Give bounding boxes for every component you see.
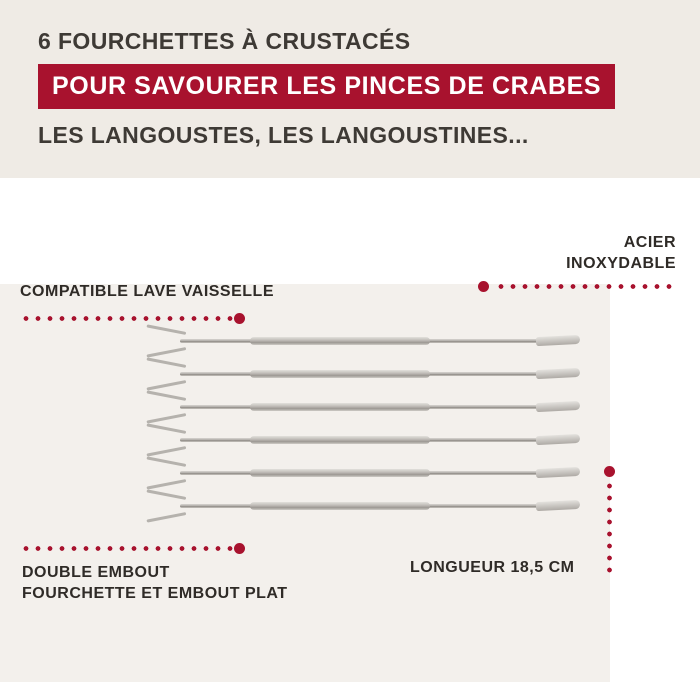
fork-item [140, 361, 580, 387]
callout-longueur-line-1: LONGUEUR 18,5 CM [410, 559, 575, 576]
header-line-1: 6 FOURCHETTES À CRUSTACÉS [38, 28, 411, 54]
fork-flat-end [536, 500, 580, 511]
fork-grip [250, 469, 430, 477]
callout-longueur-leader-line [607, 480, 612, 575]
callout-double-embout-line-1: DOUBLE EMBOUT [22, 564, 170, 581]
fork-grip [250, 337, 430, 345]
fork-tine-upper-icon [146, 390, 186, 401]
fork-grip [250, 370, 430, 378]
callout-lave-vaisselle-line-1: COMPATIBLE LAVE VAISSELLE [20, 283, 274, 300]
header-banner: POUR SAVOURER LES PINCES DE CRABES [38, 64, 615, 109]
fork-tine-upper-icon [146, 456, 186, 467]
fork-tine-upper-icon [146, 423, 186, 434]
fork-grip [250, 403, 430, 411]
fork-item [140, 328, 580, 354]
fork-item [140, 493, 580, 519]
fork-tine-upper-icon [146, 357, 186, 368]
fork-flat-end [536, 368, 580, 379]
fork-grip [250, 436, 430, 444]
callout-lave-vaisselle [20, 281, 274, 302]
header-band [0, 0, 700, 178]
fork-flat-end [536, 335, 580, 346]
header-text-block [38, 26, 678, 150]
header-line-3: LES LANGOUSTES, LES LANGOUSTINES... [38, 122, 529, 148]
fork-tine-lower-icon [146, 347, 186, 358]
fork-item [140, 460, 580, 486]
fork-flat-end [536, 467, 580, 478]
callout-acier-leader-line [495, 284, 675, 289]
callout-double-embout-line-2: FOURCHETTE ET EMBOUT PLAT [22, 585, 288, 602]
callout-longueur-anchor-dot [604, 466, 615, 477]
fork-grip [250, 502, 430, 510]
fork-item [140, 394, 580, 420]
fork-tine-lower-icon [146, 479, 186, 490]
fork-tine-lower-icon [146, 380, 186, 391]
callout-acier-anchor-dot [478, 281, 489, 292]
callout-acier-line-2: INOXYDABLE [566, 255, 676, 272]
callout-acier-inoxydable [566, 232, 676, 274]
fork-item [140, 427, 580, 453]
fork-tine-lower-icon [146, 446, 186, 457]
callout-double-embout-anchor-dot [234, 543, 245, 554]
fork-tine-lower-icon [146, 512, 186, 523]
fork-tine-upper-icon [146, 489, 186, 500]
fork-flat-end [536, 401, 580, 412]
callout-double-embout-leader-line [20, 546, 235, 551]
callout-longueur [410, 557, 574, 578]
fork-set-image [140, 328, 590, 528]
callout-lave-vaisselle-anchor-dot [234, 313, 245, 324]
callout-lave-vaisselle-leader-line [20, 316, 235, 321]
callout-acier-line-1: ACIER [623, 234, 676, 251]
fork-flat-end [536, 434, 580, 445]
callout-double-embout [22, 562, 288, 604]
fork-tine-lower-icon [146, 413, 186, 424]
